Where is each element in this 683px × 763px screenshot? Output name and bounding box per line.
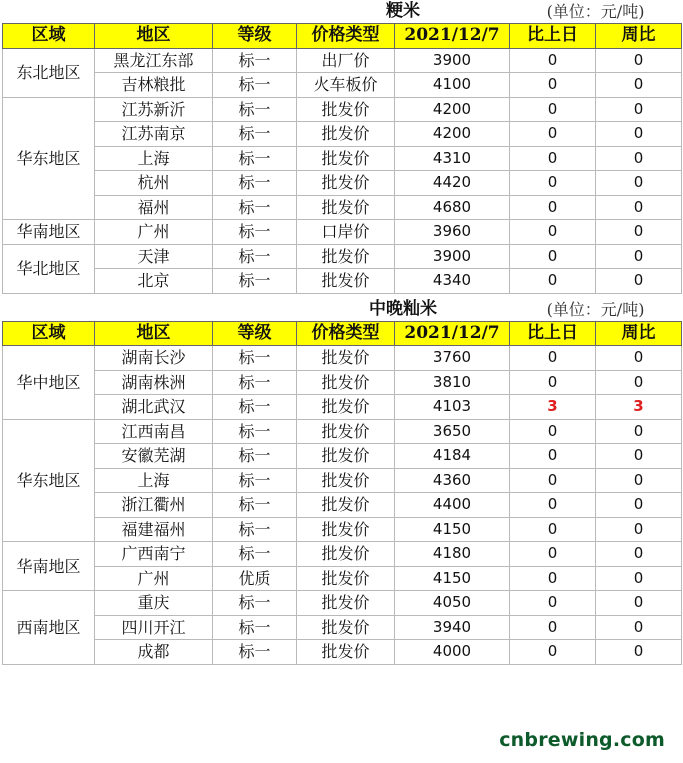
price-type-cell: 口岸价 [297, 220, 395, 245]
price-cell: 3960 [395, 220, 510, 245]
region-cell: 华中地区 [3, 346, 95, 420]
grade-cell: 标一 [213, 146, 297, 171]
grade-cell: 标一 [213, 542, 297, 567]
area-cell: 福州 [95, 195, 213, 220]
price-cell: 4000 [395, 640, 510, 665]
price-cell: 4340 [395, 269, 510, 294]
week-change-cell: 0 [596, 171, 682, 196]
region-cell: 华东地区 [3, 97, 95, 220]
day-change-cell: 0 [510, 97, 596, 122]
price-type-cell: 出厂价 [297, 48, 395, 73]
price-cell: 4184 [395, 444, 510, 469]
price-type-cell: 批发价 [297, 615, 395, 640]
grade-cell: 标一 [213, 220, 297, 245]
price-cell: 4310 [395, 146, 510, 171]
price-cell: 4050 [395, 591, 510, 616]
table-row [3, 517, 682, 542]
day-change-cell: 0 [510, 566, 596, 591]
column-header: 周比 [596, 24, 682, 49]
price-cell: 3900 [395, 244, 510, 269]
table-row [3, 122, 682, 147]
region-cell: 华南地区 [3, 542, 95, 591]
area-cell: 杭州 [95, 171, 213, 196]
day-change-cell: 0 [510, 542, 596, 567]
price-cell: 4150 [395, 566, 510, 591]
price-cell: 3900 [395, 48, 510, 73]
column-header: 地区 [95, 24, 213, 49]
area-cell: 四川开江 [95, 615, 213, 640]
area-cell: 上海 [95, 146, 213, 171]
table-row [3, 419, 682, 444]
column-header: 等级 [213, 24, 297, 49]
week-change-cell: 0 [596, 640, 682, 665]
grade-cell: 标一 [213, 419, 297, 444]
price-type-cell: 批发价 [297, 419, 395, 444]
grade-cell: 标一 [213, 269, 297, 294]
price-type-cell: 批发价 [297, 244, 395, 269]
area-cell: 广西南宁 [95, 542, 213, 567]
price-cell: 4103 [395, 395, 510, 420]
grade-cell: 标一 [213, 444, 297, 469]
grade-cell: 标一 [213, 591, 297, 616]
price-type-cell: 批发价 [297, 122, 395, 147]
day-change-cell: 0 [510, 146, 596, 171]
area-cell: 重庆 [95, 591, 213, 616]
grade-cell: 标一 [213, 171, 297, 196]
price-cell: 4400 [395, 493, 510, 518]
week-change-cell: 0 [596, 220, 682, 245]
day-change-cell: 0 [510, 370, 596, 395]
header-row [3, 321, 682, 346]
price-type-cell: 批发价 [297, 395, 395, 420]
header-row [3, 24, 682, 49]
day-change-cell: 0 [510, 220, 596, 245]
section-title-row [3, 0, 682, 24]
price-type-cell: 批发价 [297, 542, 395, 567]
day-change-cell: 0 [510, 269, 596, 294]
week-change-cell: 0 [596, 591, 682, 616]
day-change-cell: 0 [510, 73, 596, 98]
area-cell: 湖南长沙 [95, 346, 213, 371]
week-change-cell: 0 [596, 146, 682, 171]
week-change-cell: 0 [596, 73, 682, 98]
grade-cell: 标一 [213, 346, 297, 371]
grade-cell: 标一 [213, 370, 297, 395]
table-row [3, 269, 682, 294]
grade-cell: 标一 [213, 468, 297, 493]
table-row [3, 395, 682, 420]
week-change-cell: 0 [596, 517, 682, 542]
price-type-cell: 火车板价 [297, 73, 395, 98]
grade-cell: 标一 [213, 122, 297, 147]
day-change-cell: 0 [510, 615, 596, 640]
region-cell: 华南地区 [3, 220, 95, 245]
table-row [3, 171, 682, 196]
week-change-cell: 0 [596, 542, 682, 567]
table-row [3, 370, 682, 395]
price-type-cell: 批发价 [297, 444, 395, 469]
area-cell: 江苏新沂 [95, 97, 213, 122]
week-change-cell: 0 [596, 444, 682, 469]
price-type-cell: 批发价 [297, 146, 395, 171]
section-title: 中晚籼米 [369, 298, 437, 319]
table-row [3, 640, 682, 665]
week-change-cell: 0 [596, 468, 682, 493]
day-change-cell: 0 [510, 48, 596, 73]
area-cell: 广州 [95, 220, 213, 245]
day-change-cell: 0 [510, 444, 596, 469]
table-row [3, 444, 682, 469]
column-header: 2021/12/7 [395, 24, 510, 49]
week-change-cell: 0 [596, 122, 682, 147]
price-type-cell: 批发价 [297, 468, 395, 493]
price-cell: 4180 [395, 542, 510, 567]
grade-cell: 标一 [213, 97, 297, 122]
grade-cell: 标一 [213, 640, 297, 665]
week-change-cell: 0 [596, 419, 682, 444]
price-cell: 3650 [395, 419, 510, 444]
table-row [3, 468, 682, 493]
column-header: 地区 [95, 321, 213, 346]
week-change-cell: 0 [596, 346, 682, 371]
column-header: 价格类型 [297, 321, 395, 346]
day-change-cell: 0 [510, 640, 596, 665]
day-change-cell: 0 [510, 244, 596, 269]
day-change-cell: 0 [510, 122, 596, 147]
area-cell: 江西南昌 [95, 419, 213, 444]
price-type-cell: 批发价 [297, 97, 395, 122]
price-table-japonica [2, 0, 682, 294]
section-title-row [3, 298, 682, 322]
price-cell: 4680 [395, 195, 510, 220]
day-change-cell: 0 [510, 346, 596, 371]
area-cell: 江苏南京 [95, 122, 213, 147]
table-row [3, 73, 682, 98]
column-header: 比上日 [510, 321, 596, 346]
table-row [3, 542, 682, 567]
table-row [3, 48, 682, 73]
day-change-cell: 0 [510, 493, 596, 518]
grade-cell: 标一 [213, 48, 297, 73]
area-cell: 黑龙江东部 [95, 48, 213, 73]
day-change-cell: 0 [510, 419, 596, 444]
column-header: 周比 [596, 321, 682, 346]
week-change-cell: 0 [596, 48, 682, 73]
week-change-cell: 0 [596, 370, 682, 395]
area-cell: 上海 [95, 468, 213, 493]
column-header: 区域 [3, 321, 95, 346]
table-row [3, 493, 682, 518]
area-cell: 广州 [95, 566, 213, 591]
price-cell: 3810 [395, 370, 510, 395]
watermark: cnbrewing.com [499, 729, 665, 751]
price-type-cell: 批发价 [297, 269, 395, 294]
week-change-cell: 0 [596, 97, 682, 122]
week-change-cell: 0 [596, 269, 682, 294]
section-title: 粳米 [386, 1, 420, 21]
column-header: 价格类型 [297, 24, 395, 49]
table-row [3, 346, 682, 371]
grade-cell: 优质 [213, 566, 297, 591]
day-change-cell: 0 [510, 468, 596, 493]
price-type-cell: 批发价 [297, 566, 395, 591]
price-type-cell: 批发价 [297, 346, 395, 371]
table-row [3, 195, 682, 220]
week-change-cell: 0 [596, 493, 682, 518]
unit-label: (单位：元/吨) [546, 299, 645, 319]
price-cell: 3940 [395, 615, 510, 640]
grade-cell: 标一 [213, 195, 297, 220]
price-table-indica [2, 298, 682, 665]
price-cell: 4200 [395, 97, 510, 122]
region-cell: 华北地区 [3, 244, 95, 293]
table-row [3, 97, 682, 122]
price-type-cell: 批发价 [297, 171, 395, 196]
column-header: 比上日 [510, 24, 596, 49]
grade-cell: 标一 [213, 493, 297, 518]
price-cell: 4420 [395, 171, 510, 196]
price-type-cell: 批发价 [297, 493, 395, 518]
grade-cell: 标一 [213, 615, 297, 640]
area-cell: 浙江衢州 [95, 493, 213, 518]
area-cell: 安徽芜湖 [95, 444, 213, 469]
grade-cell: 标一 [213, 73, 297, 98]
area-cell: 天津 [95, 244, 213, 269]
region-cell: 西南地区 [3, 591, 95, 665]
price-cell: 4150 [395, 517, 510, 542]
price-type-cell: 批发价 [297, 517, 395, 542]
unit-label: (单位：元/吨) [546, 2, 645, 21]
week-change-cell: 0 [596, 566, 682, 591]
area-cell: 成都 [95, 640, 213, 665]
price-cell: 4100 [395, 73, 510, 98]
price-type-cell: 批发价 [297, 195, 395, 220]
table-row [3, 220, 682, 245]
area-cell: 北京 [95, 269, 213, 294]
day-change-cell: 0 [510, 171, 596, 196]
day-change-cell: 0 [510, 517, 596, 542]
price-cell: 3760 [395, 346, 510, 371]
area-cell: 湖南株洲 [95, 370, 213, 395]
column-header: 等级 [213, 321, 297, 346]
region-cell: 华东地区 [3, 419, 95, 542]
day-change-cell: 3 [510, 395, 596, 420]
price-type-cell: 批发价 [297, 640, 395, 665]
grade-cell: 标一 [213, 244, 297, 269]
grade-cell: 标一 [213, 517, 297, 542]
grade-cell: 标一 [213, 395, 297, 420]
region-cell: 东北地区 [3, 48, 95, 97]
price-cell: 4360 [395, 468, 510, 493]
day-change-cell: 0 [510, 195, 596, 220]
week-change-cell: 3 [596, 395, 682, 420]
table-row [3, 244, 682, 269]
table-row [3, 146, 682, 171]
price-cell: 4200 [395, 122, 510, 147]
week-change-cell: 0 [596, 615, 682, 640]
day-change-cell: 0 [510, 591, 596, 616]
column-header: 2021/12/7 [395, 321, 510, 346]
table-row [3, 591, 682, 616]
price-type-cell: 批发价 [297, 591, 395, 616]
week-change-cell: 0 [596, 195, 682, 220]
area-cell: 吉林粮批 [95, 73, 213, 98]
area-cell: 福建福州 [95, 517, 213, 542]
table-row [3, 615, 682, 640]
table-row [3, 566, 682, 591]
week-change-cell: 0 [596, 244, 682, 269]
price-type-cell: 批发价 [297, 370, 395, 395]
column-header: 区域 [3, 24, 95, 49]
area-cell: 湖北武汉 [95, 395, 213, 420]
